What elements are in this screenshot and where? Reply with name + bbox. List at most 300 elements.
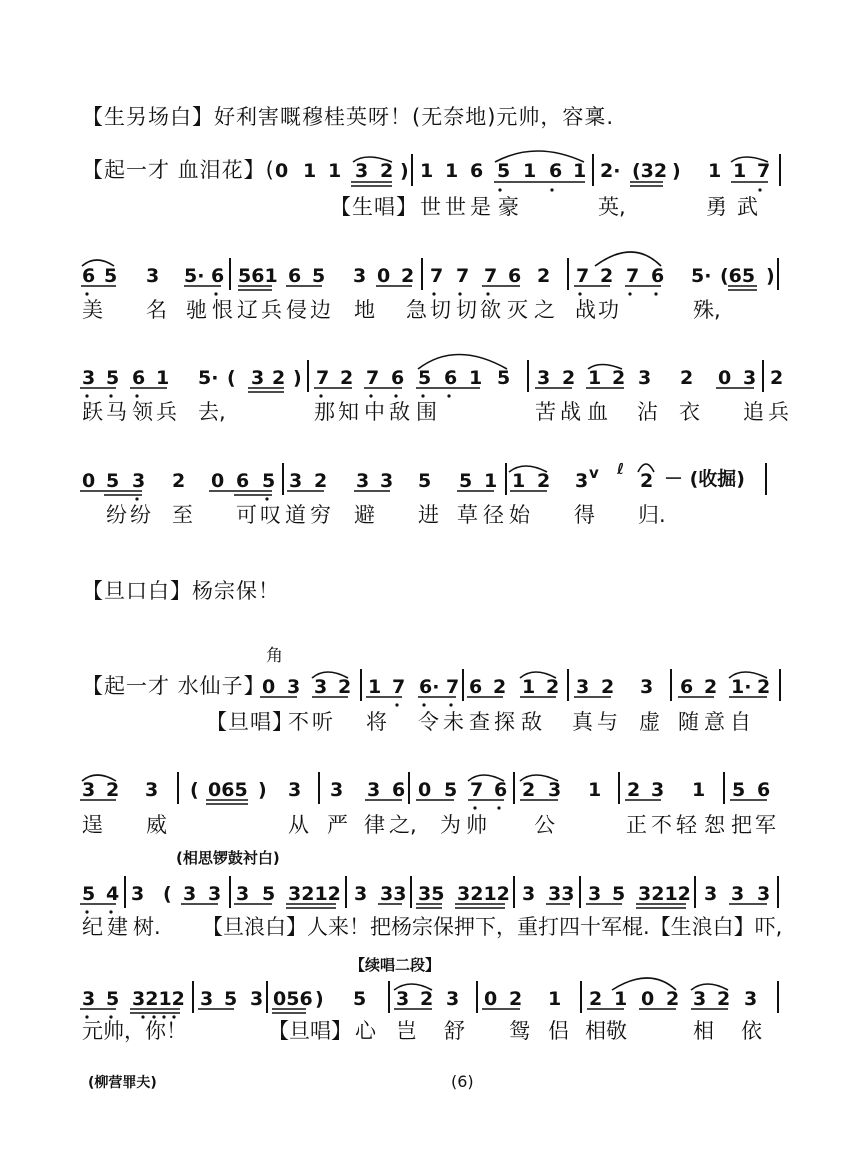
lyric: 辽 [237, 298, 258, 322]
grace-note: ℓ [617, 460, 625, 478]
note: 0 [641, 988, 655, 1010]
lyric: 战 [575, 298, 596, 322]
octave-dot [422, 703, 425, 706]
slur [495, 151, 584, 162]
note: 1 [522, 676, 536, 698]
note: 0 [262, 676, 276, 698]
note: 2 [509, 988, 523, 1010]
lyric: 纷 [106, 503, 127, 527]
note: 0 [211, 470, 225, 492]
octave-dot [758, 188, 761, 191]
lyric: 驰 [186, 298, 207, 322]
note: 5 [497, 160, 511, 182]
singer-label: 【旦唱】 [206, 710, 294, 734]
lyric: 帅 [466, 813, 487, 837]
note: 6· [419, 676, 440, 698]
note: 7 [576, 265, 590, 287]
note: 0 [418, 779, 432, 801]
note: 5· [198, 367, 219, 389]
octave-dot [109, 394, 112, 397]
note: 3 [288, 779, 302, 801]
note: 3 [145, 779, 159, 801]
note: 3 [353, 265, 367, 287]
octave-dot [394, 394, 397, 397]
lyric: 道 [285, 503, 306, 527]
note: 6 [211, 265, 225, 287]
note: 3 [146, 265, 160, 287]
lyric: 欲 [480, 298, 501, 322]
slur [638, 464, 654, 472]
note: 2 [589, 988, 603, 1010]
note: 3 [638, 367, 652, 389]
note: 2 [172, 470, 186, 492]
note: 6 [757, 779, 771, 801]
slur [520, 775, 558, 781]
note: 6 [236, 470, 250, 492]
lyric: 沾 [637, 400, 658, 424]
slur [394, 984, 432, 990]
slur [729, 672, 767, 678]
note: 1 [733, 160, 747, 182]
note: 3 [330, 779, 344, 801]
slur [595, 252, 661, 266]
note: 7 [470, 779, 484, 801]
note: 5 [262, 883, 276, 905]
note: 3 [575, 470, 589, 492]
octave-dot [85, 292, 88, 295]
note: 7 [456, 265, 470, 287]
lyric: 苦 [535, 400, 556, 424]
octave-dot [152, 1015, 155, 1018]
slur [588, 365, 622, 370]
note: 6 [470, 160, 484, 182]
dialogue-inline: 【旦浪白】人来！把杨宗保押下，重打四十军棍.【生浪白】吓, [202, 915, 783, 939]
lyric: 围 [416, 400, 437, 424]
note: 6 [508, 265, 522, 287]
lyric: 恨 [212, 298, 233, 322]
lyric: 将 [366, 710, 387, 734]
note: 7 [446, 676, 460, 698]
note: 5 [444, 779, 458, 801]
note: 3 [208, 883, 222, 905]
slur [691, 984, 728, 990]
note: 1 [588, 367, 602, 389]
note: 2 [666, 988, 680, 1010]
octave-dot [85, 910, 88, 913]
lyric: 纷 [130, 503, 151, 527]
octave-dot [109, 910, 112, 913]
note: 3 [704, 883, 718, 905]
lyric: 英, [598, 195, 626, 219]
lyric: 殊, [693, 298, 721, 322]
lyric: 兵 [156, 400, 177, 424]
note: 2· [600, 160, 621, 182]
lyric: 与 [597, 710, 618, 734]
note: 056 [273, 988, 313, 1010]
lyric: 切 [456, 298, 477, 322]
note: 2 [493, 676, 507, 698]
note: 3 [744, 988, 758, 1010]
note: 1· [731, 676, 752, 698]
note: 7 [316, 367, 330, 389]
lyric: 知 [338, 400, 359, 424]
octave-dot [498, 188, 501, 191]
note: 3 [356, 470, 370, 492]
note: 2 [704, 676, 718, 698]
note: 3 [537, 367, 551, 389]
note: 6 [444, 367, 458, 389]
note: 3 [287, 676, 301, 698]
note: 1 [156, 367, 170, 389]
lyric: 叹 [260, 503, 281, 527]
note: 1 [548, 988, 562, 1010]
lyric: 真 [572, 710, 593, 734]
page-number: (6) [451, 1072, 474, 1091]
note: 2 [272, 367, 286, 389]
note: ) [258, 779, 267, 801]
note: 5 [106, 988, 120, 1010]
lyric: 领 [132, 400, 153, 424]
lyric: 恕 [704, 813, 725, 837]
lyric: 世 [420, 195, 441, 219]
note: 3 [183, 883, 197, 905]
note: 3 [131, 883, 145, 905]
lyric: 严 [327, 813, 348, 837]
lyric: 敌 [389, 400, 410, 424]
slur [731, 157, 768, 162]
note: 6 [469, 676, 483, 698]
octave-dot [486, 292, 489, 295]
note: 3 [757, 883, 771, 905]
lyric: 岂 [396, 1019, 417, 1043]
note: 5· [691, 265, 712, 287]
lyric: 地 [354, 298, 375, 322]
lyric: 归. [638, 503, 666, 527]
note: 1 [588, 779, 602, 801]
note: 3212 [132, 988, 185, 1010]
note: 3 [380, 470, 394, 492]
note: 1 [445, 160, 459, 182]
lyric: 舒 [444, 1019, 465, 1043]
note: 3 [314, 676, 328, 698]
note: 3 [640, 676, 654, 698]
note: 3 [731, 883, 745, 905]
note: 1 [573, 160, 587, 182]
note: 2 [770, 367, 784, 389]
slur [82, 775, 116, 781]
lyric: 那 [314, 400, 335, 424]
note: 7 [626, 265, 640, 287]
lyric: 建 [107, 915, 128, 939]
lyric: 美 [82, 298, 103, 322]
lyric: 草 [457, 503, 478, 527]
octave-dot [421, 394, 424, 397]
note: 0 [718, 367, 732, 389]
note: 5· [184, 265, 205, 287]
lyric: 从 [288, 813, 309, 837]
note: 7 [484, 265, 498, 287]
lyric: 进 [418, 503, 439, 527]
lyric: 武 [737, 195, 758, 219]
ending-note: － (收掘) [664, 468, 745, 490]
lyric: 军 [755, 813, 776, 837]
note: 3 [82, 367, 96, 389]
note: 5 [312, 265, 326, 287]
note: 2 [314, 470, 328, 492]
slur [520, 672, 556, 678]
note: 6 [391, 367, 405, 389]
note: 1 [614, 988, 628, 1010]
lyric: 听 [312, 710, 333, 734]
note: 1 [692, 779, 706, 801]
note: ( [190, 779, 199, 801]
lyric: 之, [389, 813, 417, 837]
octave-dot [654, 292, 657, 295]
slur [468, 775, 504, 781]
octave-dot [550, 188, 553, 191]
note: 2 [612, 367, 626, 389]
lyric: 元帅，你！ [82, 1019, 187, 1043]
note: 5 [497, 367, 511, 389]
lyric: 鸳 [509, 1019, 530, 1043]
note: 5 [418, 470, 432, 492]
lyric: 心 [355, 1019, 376, 1043]
lyric: 中 [364, 400, 385, 424]
lyric: 纪 [82, 915, 103, 939]
note: 5 [418, 367, 432, 389]
lyric: 是 [470, 195, 491, 219]
octave-dot [109, 1015, 112, 1018]
note: 33 [380, 883, 407, 905]
octave-dot [265, 497, 268, 500]
note: 6 [680, 676, 694, 698]
note: 5 [262, 470, 276, 492]
lyric: 跃 [82, 400, 103, 424]
note: 2 [420, 988, 434, 1010]
lyric: 至 [172, 503, 193, 527]
note: 5 [104, 265, 118, 287]
lyric: 树. [133, 915, 161, 939]
octave-dot [319, 394, 322, 397]
note: 5 [224, 988, 238, 1010]
note: 2 [338, 676, 352, 698]
note: 6 [651, 265, 665, 287]
lyric: 得 [574, 503, 595, 527]
lyric: 战 [560, 400, 581, 424]
lyric: 功 [598, 298, 619, 322]
note: 3 [251, 367, 265, 389]
octave-dot [369, 394, 372, 397]
note: 065 [208, 779, 248, 801]
lyric: 逞 [82, 813, 103, 837]
note: 1 [368, 676, 382, 698]
lyric: 避 [354, 503, 375, 527]
note: 3 [576, 676, 590, 698]
note: 3 [200, 988, 214, 1010]
note: 3 [522, 883, 536, 905]
note: 7 [757, 160, 771, 182]
note: ( [227, 367, 236, 389]
note: 5 [353, 988, 367, 1010]
note: 6 [82, 265, 96, 287]
note: 1 [484, 470, 498, 492]
dialogue-line: 【生另场白】好利害嘅穆桂英呀！(无奈地)元帅，容稟. [82, 105, 615, 129]
slur [509, 466, 547, 472]
lyric: 去, [198, 400, 226, 424]
note: 2 [601, 676, 615, 698]
dialogue-line: 【旦口白】杨宗保！ [82, 579, 280, 603]
lyric: 之 [534, 298, 555, 322]
note: 2 [757, 676, 771, 698]
note: 7 [430, 265, 444, 287]
octave-dot [449, 703, 452, 706]
note: 1 [420, 160, 434, 182]
note: 3 [446, 988, 460, 1010]
note: 561 [238, 265, 278, 287]
lyric: 马 [106, 400, 127, 424]
note: (65 [720, 265, 756, 287]
note: 6 [392, 779, 406, 801]
note: 1 [328, 160, 342, 182]
note: 2 [401, 265, 415, 287]
note: 0 [82, 470, 96, 492]
lyric: 追 [743, 400, 764, 424]
octave-dot [473, 806, 476, 809]
octave-dot [85, 394, 88, 397]
note: 3 [396, 988, 410, 1010]
lyric: 衣 [679, 400, 700, 424]
note: 3 [355, 160, 369, 182]
note: ) [315, 988, 324, 1010]
lyric: 始 [509, 503, 530, 527]
note: ) [400, 160, 409, 182]
lyric: 未 [443, 710, 464, 734]
note: 1 [469, 367, 483, 389]
lyric: 不 [288, 710, 309, 734]
octave-dot [162, 1015, 165, 1018]
lyric: 为 [440, 813, 461, 837]
breath-mark: v [589, 464, 599, 482]
note: 2 [340, 367, 354, 389]
note: 5 [106, 367, 120, 389]
note: 2 [380, 160, 394, 182]
note: 5 [732, 779, 746, 801]
note: 3 [693, 988, 707, 1010]
note: 0 [484, 988, 498, 1010]
note: 3 [82, 779, 96, 801]
slur [312, 672, 348, 678]
note: 0 [275, 160, 289, 182]
lyric: 虚 [639, 710, 660, 734]
lyric: 勇 [706, 195, 727, 219]
note: 0 [377, 265, 391, 287]
lyric: 正 [626, 813, 647, 837]
note: 6 [494, 779, 508, 801]
lyric: 侣 [548, 1019, 569, 1043]
lyric: 相 [693, 1019, 714, 1043]
mode-mark: 角 [266, 646, 283, 666]
note: 2 [106, 779, 120, 801]
note: 3 [743, 367, 757, 389]
note: 1 [512, 470, 526, 492]
note: 33 [548, 883, 575, 905]
lyric: 径 [483, 503, 504, 527]
note: 6 [132, 367, 146, 389]
note: 3212 [457, 883, 510, 905]
footer-title: (柳营罪夫) [88, 1075, 157, 1091]
note: 4 [106, 883, 120, 905]
lyric: 可 [236, 503, 257, 527]
note: 5 [612, 883, 626, 905]
lyric: 意 [704, 710, 725, 734]
lyric: 把 [731, 813, 752, 837]
octave-dot [447, 394, 450, 397]
octave-dot [214, 292, 217, 295]
octave-dot [432, 292, 435, 295]
note: 7 [392, 676, 406, 698]
note: 2 [537, 470, 551, 492]
note: 2 [717, 988, 731, 1010]
lyric: 相敬 [585, 1019, 627, 1043]
lyric: 依 [741, 1019, 762, 1043]
lyric: 自 [730, 710, 751, 734]
octave-dot [458, 292, 461, 295]
note: 6 [288, 265, 302, 287]
lyric: 轻 [676, 813, 697, 837]
lyric: 世 [445, 195, 466, 219]
lyric: 兵 [768, 400, 789, 424]
note: 35 [418, 883, 445, 905]
octave-dot [85, 1015, 88, 1018]
lyric: 侵 [286, 298, 307, 322]
note: 3 [236, 883, 250, 905]
lyric: 律 [364, 813, 385, 837]
lyric: 敌 [521, 710, 542, 734]
lyric: 查 [469, 710, 490, 734]
note: ) [672, 160, 681, 182]
section-note: 【续唱二段】 [350, 956, 441, 974]
lyric: 豪 [498, 195, 519, 219]
octave-dot [578, 292, 581, 295]
note: 1 [708, 160, 722, 182]
note: 3212 [638, 883, 691, 905]
note: 3 [588, 883, 602, 905]
lyric: 兵 [261, 298, 282, 322]
slur [82, 260, 114, 266]
lyric: 切 [430, 298, 451, 322]
octave-dot [395, 703, 398, 706]
octave-dot [135, 497, 138, 500]
lyric: 名 [146, 298, 167, 322]
note: 5 [82, 883, 96, 905]
note: (32 [632, 160, 668, 182]
note: 2 [546, 676, 560, 698]
lyric: 边 [310, 298, 331, 322]
note: 1 [523, 160, 537, 182]
lyric: 【旦唱】 [268, 1019, 352, 1043]
note: ) [293, 367, 302, 389]
note: 3 [82, 988, 96, 1010]
lyric: 血 [587, 400, 608, 424]
section-label: 【起一才 血泪花】( [82, 158, 275, 182]
lyric: 探 [494, 710, 515, 734]
singer-label: 【生唱】 [330, 195, 418, 219]
note: 3212 [288, 883, 341, 905]
note: 3 [548, 779, 562, 801]
note: 1 [303, 160, 317, 182]
note: 2 [680, 367, 694, 389]
octave-dot [497, 806, 500, 809]
